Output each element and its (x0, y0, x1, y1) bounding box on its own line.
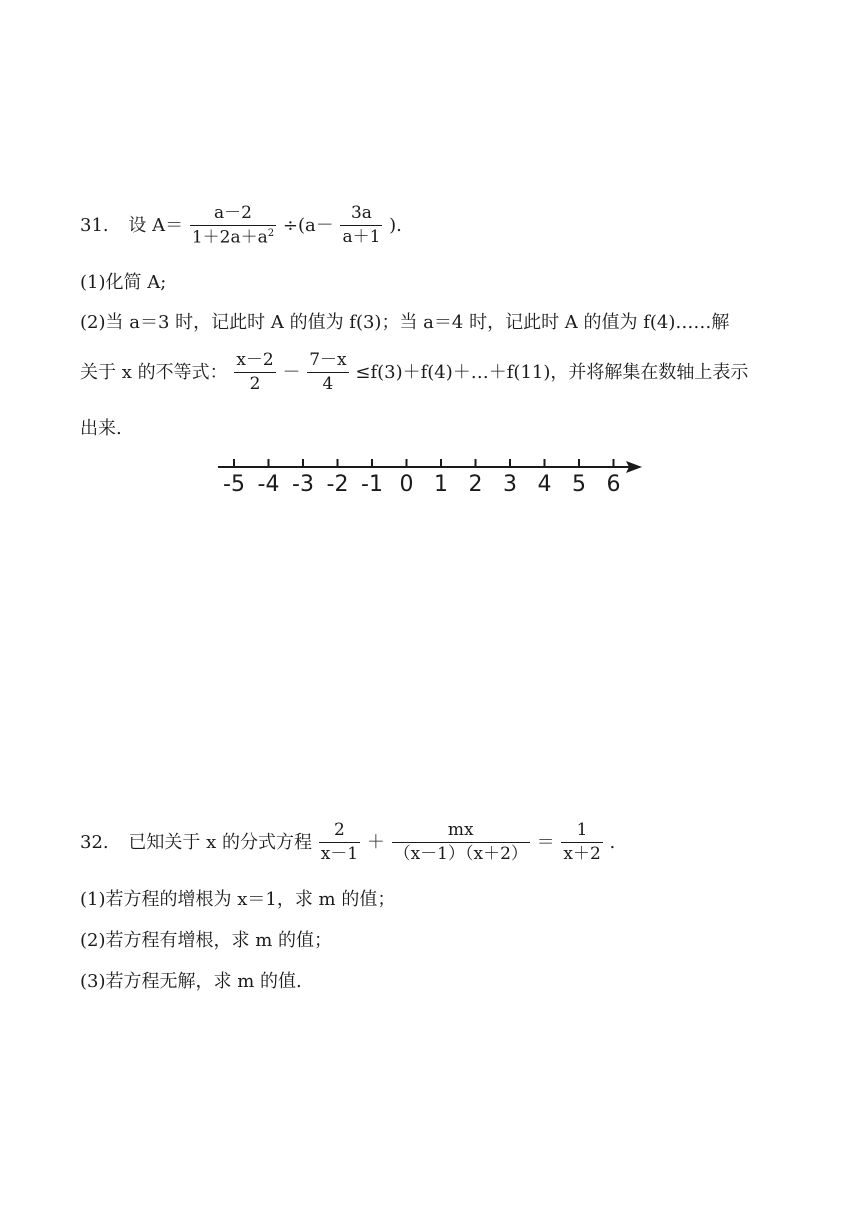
number-line-label: -5 (223, 472, 245, 497)
number-line-label: -3 (292, 472, 314, 497)
q32-fraction-3-denominator: x＋2 (563, 844, 601, 864)
number-line-label: 3 (503, 472, 517, 497)
q32-fraction-3-numerator: 1 (576, 820, 588, 840)
number-line-label: -2 (326, 472, 349, 497)
q32-fraction-2-numerator: mx (447, 820, 474, 840)
q32-part2: (2)若方程有增根，求 m 的值； (80, 930, 333, 951)
q31-fraction-1-numerator: a－2 (214, 203, 252, 223)
number-line-label: -4 (257, 472, 280, 497)
number-line-label: 1 (434, 472, 448, 497)
q31-fraction-1 (190, 205, 276, 247)
q31-lead: 设 A＝ (128, 214, 184, 236)
q32-fraction-3 (561, 822, 602, 863)
q32-header (80, 822, 615, 863)
q32-plus: ＋ (366, 831, 385, 853)
q31-ineq-fraction-1 (234, 352, 275, 393)
q31-header (80, 205, 402, 247)
number-line-label: 6 (606, 472, 621, 497)
number-line (214, 452, 646, 498)
q31-part1: (1)化简 A; (80, 272, 167, 293)
q32-fraction-2-denominator: （x－1）（x＋2） (393, 844, 528, 864)
q31-ineq-tail: ≤f(3)＋f(4)＋…＋f(11)，并将解集在数轴上表示 (355, 361, 749, 383)
q31-ineq-fraction-2 (307, 352, 348, 393)
number-line-label: 2 (468, 472, 483, 497)
q31-fraction-1-denominator: $1+2a+a^2$ (190, 225, 276, 247)
number-line-label: 4 (537, 472, 552, 497)
q31-ineq-fraction-2-numerator: 7－x (309, 350, 347, 370)
q32-fraction-1-denominator: x－1 (320, 844, 359, 864)
q31-fraction-2-denominator: a＋1 (342, 227, 381, 248)
q31-tail: ). (389, 214, 402, 236)
q32-equals: ＝ (536, 831, 555, 853)
q31-divide-expression: ÷(a－ (282, 214, 334, 236)
q32-number: 32. (80, 831, 109, 853)
q31-ineq-fraction-1-denominator: 2 (234, 372, 275, 393)
q32-tail: . (609, 831, 616, 853)
q31-part2-line1: (2)当 a＝3 时，记此时 A 的值为 f(3)；当 a＝4 时，记此时 A 的值为 f(4)……解 (80, 312, 730, 333)
q32-fraction-1-numerator: 2 (334, 820, 345, 840)
q31-fraction-2 (340, 205, 382, 246)
number-line-label: -1 (361, 472, 383, 497)
q31-fraction-2-numerator: 3a (350, 203, 372, 224)
q31-ineq-fraction-2-denominator: 4 (307, 372, 348, 393)
q31-part2-line2 (80, 352, 748, 393)
q31-ineq-minus: － (282, 361, 301, 383)
q32-part3: (3)若方程无解，求 m 的值. (80, 971, 302, 992)
q32-fraction-2 (392, 822, 530, 863)
q32-part1: (1)若方程的增根为 x＝1，求 m 的值； (80, 889, 396, 910)
number-line-label: 5 (572, 472, 586, 497)
q31-number: 31. (80, 214, 109, 236)
q31-ineq-fraction-1-numerator: x－2 (236, 350, 274, 370)
number-line-label: 0 (399, 472, 414, 497)
q31-part2-line3: 出来. (80, 418, 122, 439)
q32-lead: 已知关于 x 的分式方程 (128, 831, 312, 853)
q31-part2-line2-lead: 关于 x 的不等式： (80, 361, 228, 383)
q32-fraction-1 (319, 822, 360, 863)
